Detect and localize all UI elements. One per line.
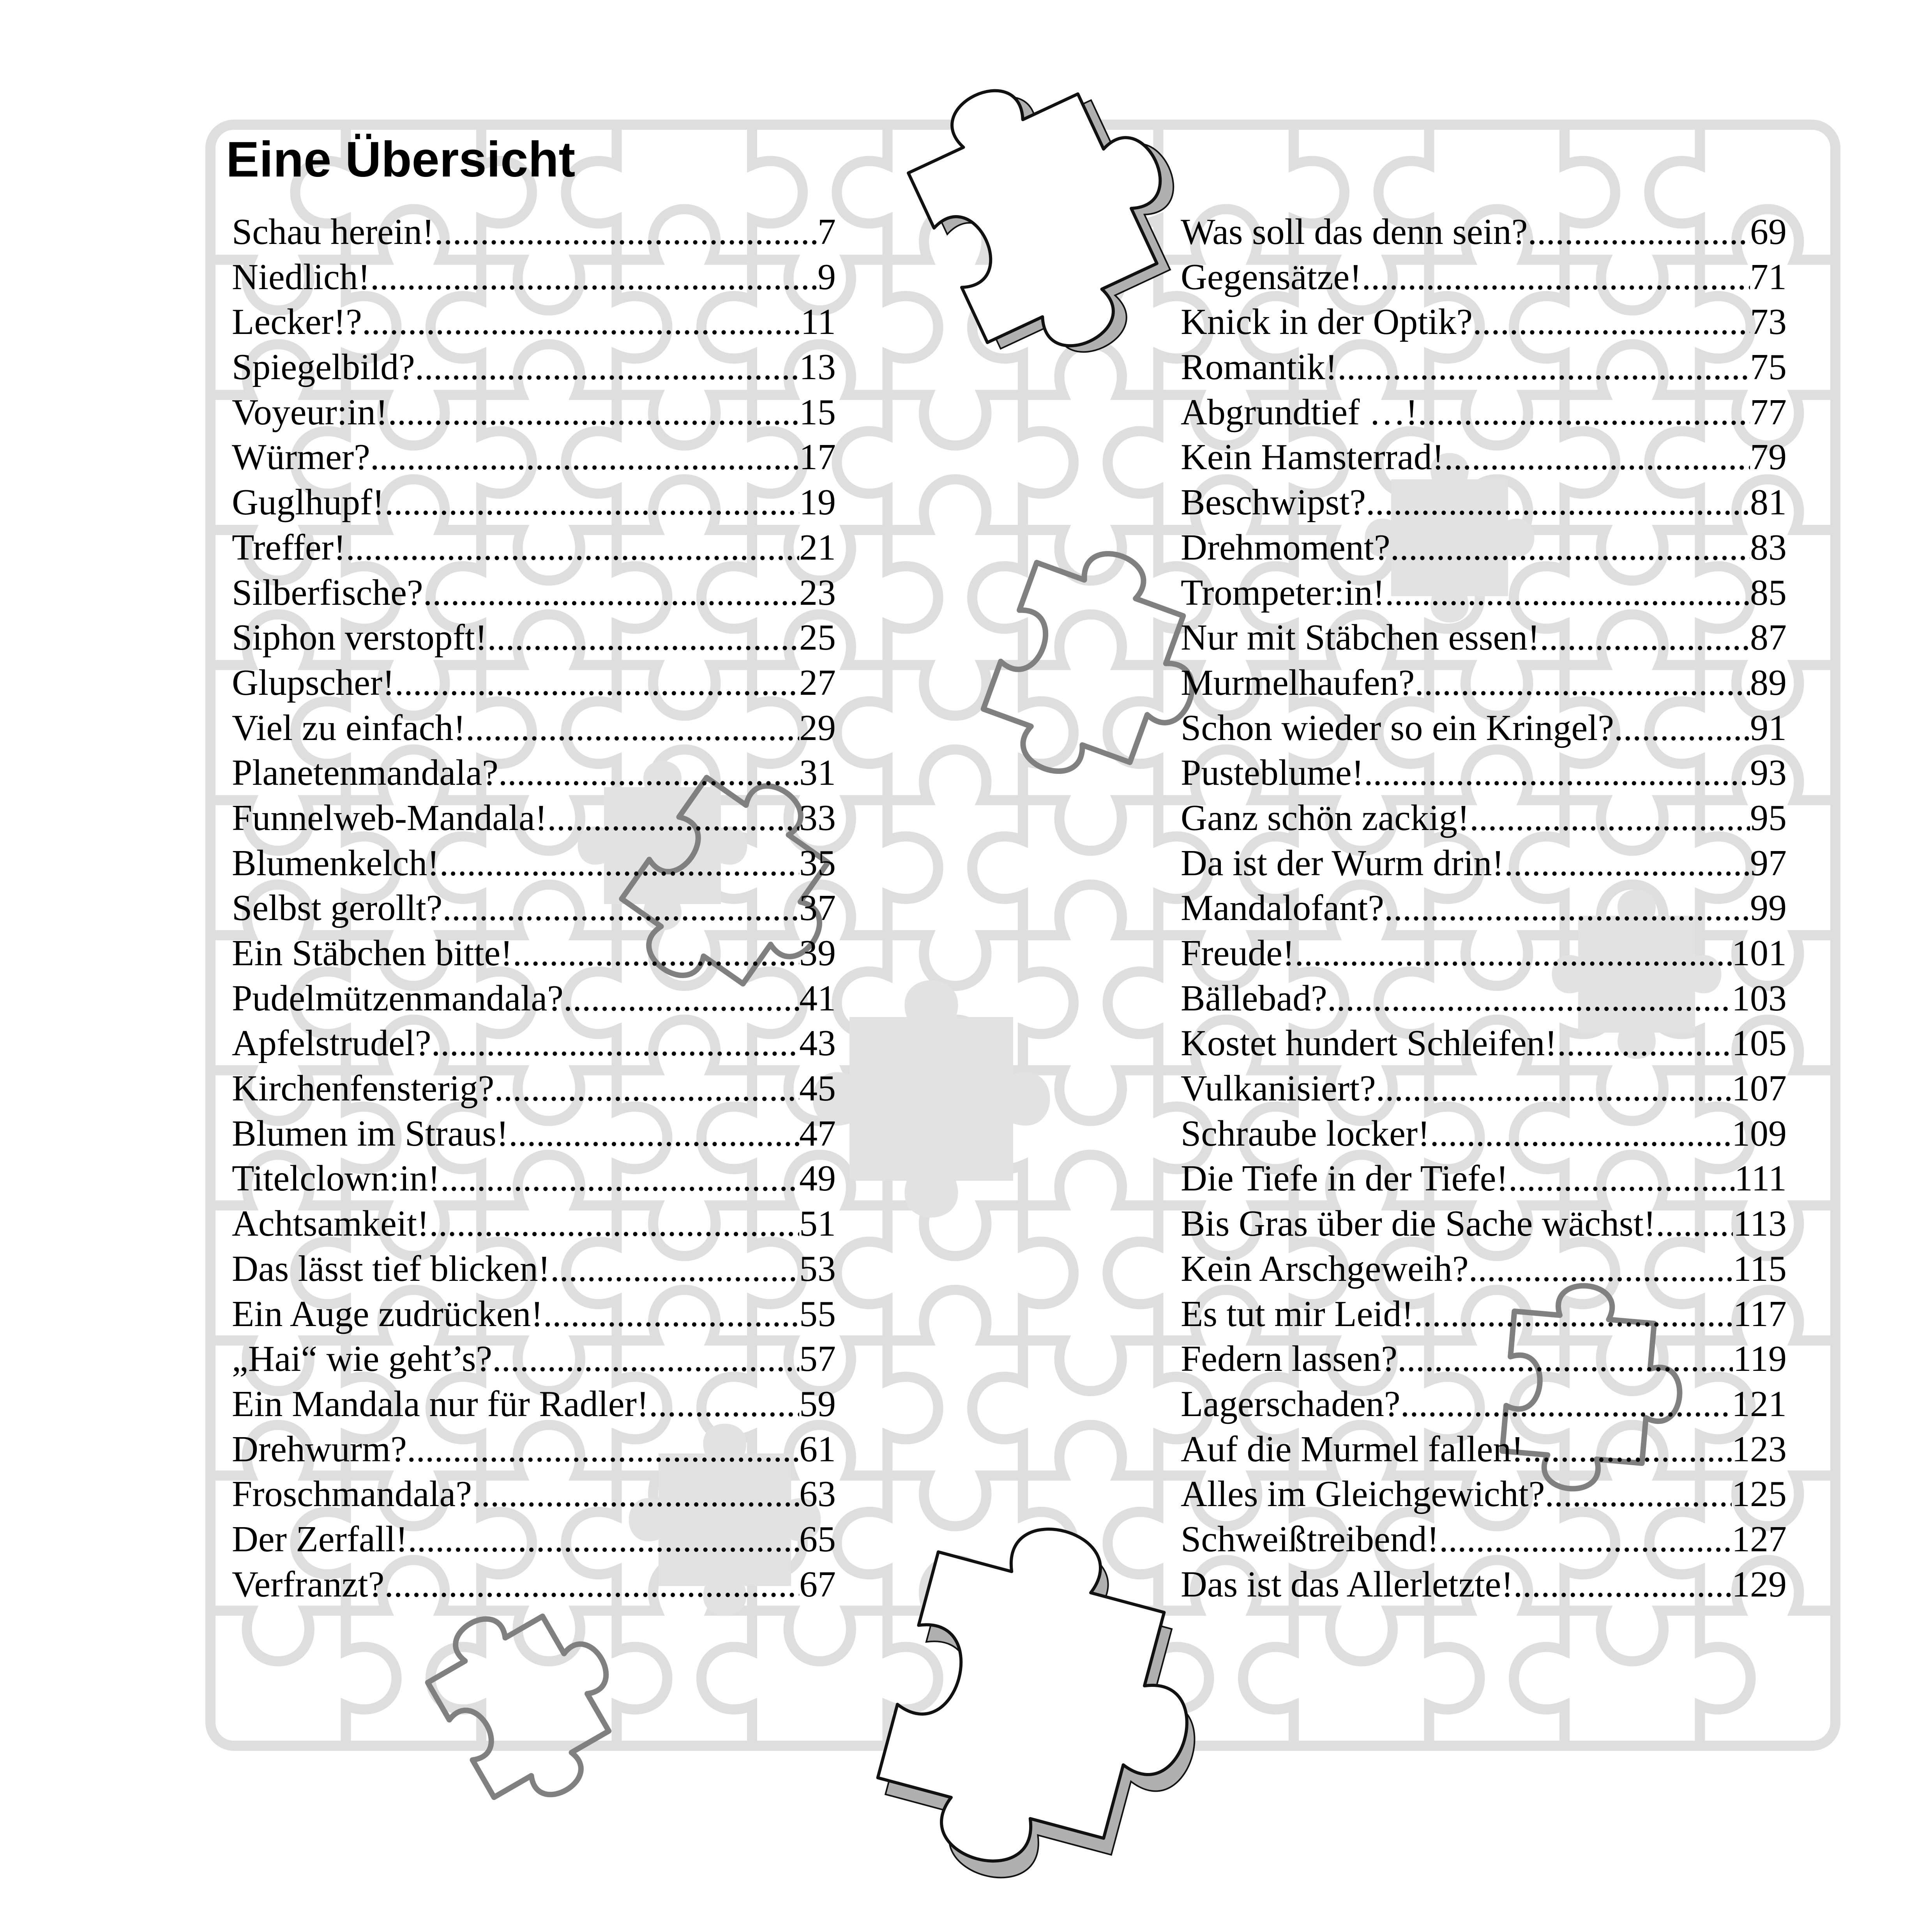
toc-entry-title: Auf die Murmel fallen! (1181, 1429, 1524, 1469)
toc-entry-title: Pudelmützenmandala? (232, 978, 563, 1019)
toc-entry-title: Würmer? (232, 437, 370, 478)
toc-leader-dots (1337, 345, 1750, 390)
toc-entry-page-number: 83 (1750, 527, 1787, 568)
toc-entry-title: Lecker!? (232, 302, 362, 343)
toc-entry-title: Das lässt tief blicken! (232, 1248, 551, 1289)
toc-entry-page-number: 99 (1750, 888, 1787, 929)
toc-leader-dots (492, 1337, 799, 1382)
toc-leader-dots (440, 841, 799, 886)
toc-entry (232, 976, 836, 1021)
toc-leader-dots (408, 1517, 799, 1562)
toc-entry-page-number: 29 (799, 707, 836, 748)
toc-entry-title: Kein Arschgeweih? (1181, 1248, 1469, 1289)
toc-leader-dots (1400, 1382, 1732, 1427)
toc-leader-dots (1430, 1111, 1732, 1157)
toc-entry-page-number: 35 (799, 842, 836, 883)
toc-entry-title: Achtsamkeit! (232, 1203, 429, 1244)
toc-entry-page-number: 79 (1750, 437, 1787, 478)
toc-leader-dots (487, 615, 799, 660)
toc-entry-page-number: 45 (799, 1068, 836, 1109)
toc-entry-page-number: 47 (799, 1113, 836, 1154)
toc-entry-title: Federn lassen? (1181, 1339, 1397, 1379)
toc-entry (1181, 345, 1787, 390)
toc-entry-page-number: 117 (1733, 1293, 1787, 1334)
toc-leader-dots (1397, 1337, 1733, 1382)
toc-entry-title: Was soll das denn sein? (1181, 212, 1528, 252)
toc-entry (232, 255, 836, 300)
toc-entry-title: Schweißtreibend! (1181, 1519, 1439, 1559)
toc-entry-page-number: 13 (799, 347, 836, 388)
toc-entry (1181, 1337, 1787, 1382)
toc-entry-page-number: 39 (799, 933, 836, 973)
toc-entry (232, 390, 836, 435)
toc-entry-page-number: 61 (799, 1429, 836, 1469)
toc-leader-dots (1390, 525, 1750, 570)
toc-entry-title: Siphon verstopft! (232, 617, 487, 658)
toc-entry-page-number: 87 (1750, 617, 1787, 658)
toc-entry-page-number: 113 (1733, 1203, 1787, 1244)
toc-leader-dots (649, 1382, 799, 1427)
toc-entry-page-number: 37 (799, 888, 836, 929)
toc-entry (232, 1427, 836, 1472)
toc-entry-page-number: 115 (1733, 1248, 1787, 1289)
toc-entry-page-number: 33 (799, 797, 836, 838)
toc-entry-title: Da ist der Wurm drin! (1181, 842, 1504, 883)
toc-entry-page-number: 81 (1750, 482, 1787, 523)
toc-entry (232, 570, 836, 616)
toc-leader-dots (431, 1021, 799, 1066)
toc-entry (232, 1562, 836, 1607)
toc-entry-page-number: 23 (799, 572, 836, 613)
toc-leader-dots (1444, 435, 1750, 480)
toc-leader-dots (1327, 976, 1732, 1021)
toc-entry (232, 931, 836, 976)
toc-entry-page-number: 101 (1732, 933, 1787, 973)
toc-entry-title: Drehwurm? (232, 1429, 407, 1469)
toc-entry-page-number: 129 (1732, 1564, 1787, 1605)
toc-entry (1181, 751, 1787, 796)
toc-entry-title: Kein Hamsterrad! (1181, 437, 1444, 478)
toc-leader-dots (1364, 751, 1750, 796)
toc-entry (232, 480, 836, 525)
toc-entry-title: Glupscher! (232, 662, 395, 703)
toc-entry-page-number: 77 (1750, 392, 1787, 433)
toc-entry-title: Viel zu einfach! (232, 707, 466, 748)
toc-entry-page-number: 67 (799, 1564, 836, 1605)
toc-entry-title: Schon wieder so ein Kringel? (1181, 707, 1614, 748)
toc-entry-title: Der Zerfall! (232, 1519, 408, 1559)
toc-leader-dots (1414, 1292, 1733, 1337)
toc-entry (1181, 525, 1787, 570)
toc-entry-title: Beschwipst? (1181, 482, 1366, 523)
toc-leader-dots (1524, 1427, 1732, 1472)
toc-entry-title: Abgrundtief …! (1181, 392, 1418, 433)
toc-entry (232, 1472, 836, 1517)
toc-leader-dots (1469, 1247, 1733, 1292)
toc-entry (232, 1292, 836, 1337)
toc-entry (1181, 480, 1787, 525)
toc-leader-dots (407, 1427, 799, 1472)
toc-entry (232, 1337, 836, 1382)
toc-leader-dots (415, 345, 799, 390)
toc-leader-dots (466, 706, 799, 751)
toc-leader-dots (434, 210, 818, 255)
toc-leader-dots (1294, 931, 1732, 976)
toc-entry-page-number: 111 (1734, 1158, 1787, 1199)
toc-entry (232, 435, 836, 480)
toc-entry-page-number: 49 (799, 1158, 836, 1199)
toc-entry (1181, 1247, 1787, 1292)
toc-entry (1181, 1562, 1787, 1607)
toc-leader-dots (429, 1201, 799, 1247)
toc-entry-title: Vulkanisiert? (1181, 1068, 1376, 1109)
toc-entry-page-number: 91 (1750, 707, 1787, 748)
toc-leader-dots (384, 1562, 799, 1607)
toc-entry-title: Bällebad? (1181, 978, 1327, 1019)
toc-leader-dots (1528, 210, 1750, 255)
toc-entry-title: Silberfische? (232, 572, 423, 613)
toc-entry (232, 796, 836, 841)
toc-entry-title: Murmelhaufen? (1181, 662, 1415, 703)
toc-entry-page-number: 71 (1750, 256, 1787, 297)
toc-entry (1181, 255, 1787, 300)
toc-entry (1181, 706, 1787, 751)
toc-leader-dots (440, 1156, 799, 1201)
toc-entry (1181, 1021, 1787, 1066)
toc-entry-page-number: 9 (818, 256, 836, 297)
toc-entry-page-number: 107 (1732, 1068, 1787, 1109)
toc-entry (232, 1517, 836, 1562)
toc-entry-title: Blumenkelch! (232, 842, 440, 883)
toc-entry-page-number: 119 (1733, 1339, 1787, 1379)
toc-entry (232, 1021, 836, 1066)
toc-leader-dots (1473, 300, 1750, 345)
toc-entry-title: Schau herein! (232, 212, 434, 252)
toc-leader-dots (1439, 1517, 1732, 1562)
toc-entry-title: Nur mit Stäbchen essen! (1181, 617, 1540, 658)
toc-entry-page-number: 11 (800, 302, 836, 343)
toc-entry (1181, 1201, 1787, 1247)
toc-entry-page-number: 15 (799, 392, 836, 433)
toc-entry-page-number: 25 (799, 617, 836, 658)
toc-entry-page-number: 125 (1732, 1474, 1787, 1515)
toc-leader-dots (1656, 1201, 1733, 1247)
toc-entry (1181, 1066, 1787, 1111)
toc-leader-dots (1504, 841, 1750, 886)
toc-entry-title: Spiegelbild? (232, 347, 415, 388)
toc-entry-page-number: 65 (799, 1519, 836, 1559)
toc-entry (1181, 435, 1787, 480)
toc-leader-dots (346, 525, 799, 570)
toc-leader-dots (547, 796, 799, 841)
toc-leader-dots (1540, 615, 1750, 660)
toc-right-column (1181, 210, 1787, 1607)
toc-entry-page-number: 43 (799, 1023, 836, 1064)
toc-entry (232, 660, 836, 706)
toc-entry-title: Ein Stäbchen bitte! (232, 933, 513, 973)
toc-entry-title: Das ist das Allerletzte! (1181, 1564, 1513, 1605)
toc-entry-page-number: 59 (799, 1383, 836, 1424)
toc-entry-title: Titelclown:in! (232, 1158, 440, 1199)
toc-entry-page-number: 7 (818, 212, 836, 252)
toc-leader-dots (370, 255, 818, 300)
toc-entry (1181, 300, 1787, 345)
toc-entry-title: Ganz schön zackig! (1181, 797, 1470, 838)
toc-entry-title: Funnelweb-Mandala! (232, 797, 547, 838)
toc-entry (232, 1111, 836, 1157)
toc-entry-title: Planetenmandala? (232, 752, 498, 793)
toc-entry (1181, 1111, 1787, 1157)
toc-entry-page-number: 63 (799, 1474, 836, 1515)
toc-entry-title: Kostet hundert Schleifen! (1181, 1023, 1557, 1064)
toc-entry (1181, 976, 1787, 1021)
toc-entry (232, 210, 836, 255)
toc-entry-page-number: 109 (1732, 1113, 1787, 1154)
toc-entry-page-number: 55 (799, 1293, 836, 1334)
toc-entry-title: Apfelstrudel? (232, 1023, 431, 1064)
toc-entry-page-number: 27 (799, 662, 836, 703)
toc-entry-title: Lagerschaden? (1181, 1383, 1400, 1424)
toc-leader-dots (395, 660, 799, 706)
toc-entry-title: Bis Gras über die Sache wächst! (1181, 1203, 1656, 1244)
toc-entry-title: Mandalofant? (1181, 888, 1385, 929)
toc-entry-title: Freude! (1181, 933, 1295, 973)
toc-leader-dots (1384, 886, 1750, 931)
toc-leader-dots (498, 751, 799, 796)
toc-left-column (232, 210, 836, 1607)
toc-entry-page-number: 73 (1750, 302, 1787, 343)
toc-entry-title: Romantik! (1181, 347, 1338, 388)
toc-entry (1181, 796, 1787, 841)
toc-leader-dots (509, 1111, 799, 1157)
toc-entry (1181, 841, 1787, 886)
toc-entry (232, 1201, 836, 1247)
toc-entry-title: Selbst gerollt? (232, 888, 443, 929)
toc-entry (232, 706, 836, 751)
toc-entry-title: Ein Auge zudrücken! (232, 1293, 543, 1334)
toc-entry-title: „Hai“ wie geht’s? (232, 1339, 493, 1379)
toc-entry-page-number: 121 (1732, 1383, 1787, 1424)
toc-entry-title: Blumen im Straus! (232, 1113, 509, 1154)
toc-leader-dots (1513, 1562, 1732, 1607)
toc-entry (1181, 1156, 1787, 1201)
toc-leader-dots (472, 1472, 799, 1517)
toc-entry-page-number: 19 (799, 482, 836, 523)
toc-leader-dots (1614, 706, 1750, 751)
toc-entry-page-number: 103 (1732, 978, 1787, 1019)
toc-entry (232, 345, 836, 390)
toc-leader-dots (1385, 570, 1750, 616)
toc-entry-title: Trompeter:in! (1181, 572, 1385, 613)
toc-entry (232, 1382, 836, 1427)
toc-entry-title: Verfranzt? (232, 1564, 385, 1605)
toc-entry-title: Pusteblume! (1181, 752, 1364, 793)
toc-entry (1181, 210, 1787, 255)
toc-leader-dots (494, 1066, 799, 1111)
toc-leader-dots (370, 435, 799, 480)
toc-leader-dots (423, 570, 799, 616)
toc-entry-page-number: 21 (799, 527, 836, 568)
toc-entry-title: Gegensätze! (1181, 256, 1362, 297)
toc-entry (232, 1066, 836, 1111)
toc-entry (1181, 1472, 1787, 1517)
toc-entry (232, 886, 836, 931)
toc-entry-page-number: 57 (799, 1339, 836, 1379)
toc-leader-dots (1362, 255, 1750, 300)
toc-entry (1181, 1292, 1787, 1337)
toc-leader-dots (442, 886, 799, 931)
toc-entry (1181, 570, 1787, 616)
toc-leader-dots (1508, 1156, 1734, 1201)
toc-leader-dots (385, 480, 799, 525)
toc-entry-title: Guglhupf! (232, 482, 385, 523)
toc-entry (232, 615, 836, 660)
toc-entry-title: Knick in der Optik? (1181, 302, 1473, 343)
toc-entry (232, 300, 836, 345)
toc-leader-dots (543, 1292, 799, 1337)
toc-entry-page-number: 53 (799, 1248, 836, 1289)
toc-entry-page-number: 93 (1750, 752, 1787, 793)
toc-entry-title: Kirchenfensterig? (232, 1068, 494, 1109)
toc-entry-page-number: 17 (799, 437, 836, 478)
toc-entry-title: Schraube locker! (1181, 1113, 1430, 1154)
toc-entry-title: Drehmoment? (1181, 527, 1390, 568)
toc-entry-page-number: 89 (1750, 662, 1787, 703)
toc-entry-page-number: 97 (1750, 842, 1787, 883)
toc-entry (1181, 390, 1787, 435)
toc-entry-title: Niedlich! (232, 256, 370, 297)
toc-entry-page-number: 51 (799, 1203, 836, 1244)
toc-entry (232, 525, 836, 570)
toc-entry-title: Ein Mandala nur für Radler! (232, 1383, 649, 1424)
toc-leader-dots (1376, 1066, 1732, 1111)
toc-leader-dots (388, 390, 799, 435)
toc-entry-title: Treffer! (232, 527, 346, 568)
toc-entry-page-number: 69 (1750, 212, 1787, 252)
toc-entry-title: Alles im Gleichgewicht? (1181, 1474, 1545, 1515)
toc-leader-dots (512, 931, 799, 976)
toc-entry (232, 1247, 836, 1292)
toc-entry (1181, 1517, 1787, 1562)
toc-leader-dots (1469, 796, 1750, 841)
toc-entry-title: Es tut mir Leid! (1181, 1293, 1414, 1334)
toc-entry-title: Froschmandala? (232, 1474, 472, 1515)
toc-leader-dots (1418, 390, 1750, 435)
toc-leader-dots (1366, 480, 1750, 525)
page-title: Eine Übersicht (226, 132, 576, 187)
toc-entry (1181, 931, 1787, 976)
toc-leader-dots (1545, 1472, 1732, 1517)
toc-entry-page-number: 75 (1750, 347, 1787, 388)
toc-entry (1181, 1427, 1787, 1472)
toc-entry (232, 841, 836, 886)
toc-entry (232, 1156, 836, 1201)
toc-entry-title: Voyeur:in! (232, 392, 388, 433)
toc-entry (1181, 660, 1787, 706)
toc-leader-dots (1415, 660, 1750, 706)
toc-entry (1181, 1382, 1787, 1427)
toc-entry-page-number: 41 (799, 978, 836, 1019)
toc-entry-page-number: 123 (1732, 1429, 1787, 1469)
toc-leader-dots (563, 976, 799, 1021)
toc-leader-dots (1557, 1021, 1732, 1066)
toc-entry-title: Die Tiefe in der Tiefe! (1181, 1158, 1508, 1199)
toc-entry-page-number: 85 (1750, 572, 1787, 613)
toc-entry-page-number: 105 (1732, 1023, 1787, 1064)
toc-entry-page-number: 127 (1732, 1519, 1787, 1559)
toc-entry-page-number: 31 (799, 752, 836, 793)
toc-leader-dots (362, 300, 801, 345)
toc-leader-dots (550, 1247, 799, 1292)
toc-entry (232, 751, 836, 796)
toc-entry (1181, 886, 1787, 931)
toc-entry (1181, 615, 1787, 660)
toc-entry-page-number: 95 (1750, 797, 1787, 838)
